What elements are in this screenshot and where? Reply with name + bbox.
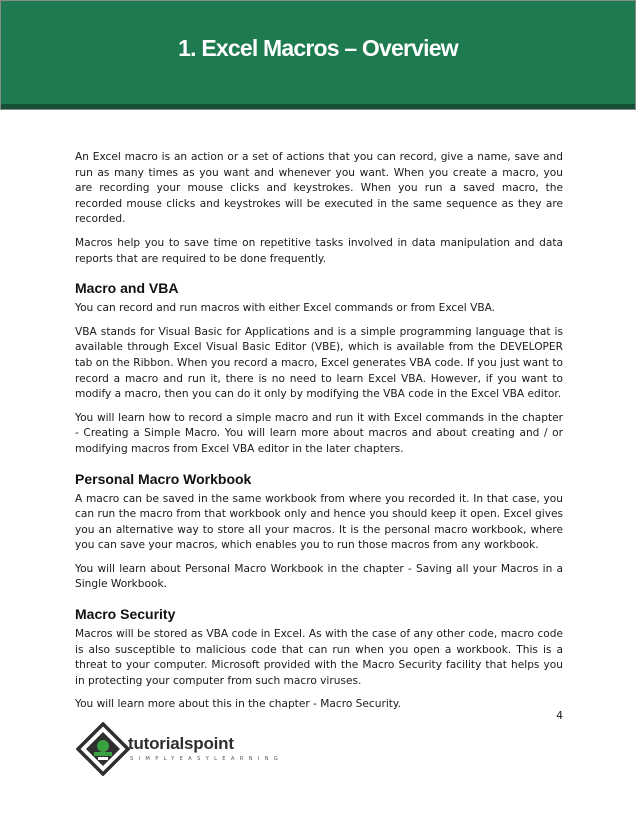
paragraph: You can record and run macros with either Excel commands or from Excel VBA. xyxy=(75,302,496,315)
paragraph: You will learn how to record a simple macro and run it with Excel commands in the chapter - Creating a Simple Macro. You will learn more about macros and about creating and / or modifying macros from Excel VBA editor in the later chapters. xyxy=(75,411,563,455)
paragraph: A macro can be saved in the same workbook from where you recorded it. In that case, you can run the macro from that workbook only and hence you should keep it open. Excel gives you an alternative way to store all your macros. It is the personal macro workbook, where you can save your macros, which enables you to run those macros from any workbook. xyxy=(75,492,563,552)
section-heading-personal-workbook: Personal Macro Workbook xyxy=(75,470,252,487)
section-heading-macro-security: Macro Security xyxy=(75,606,176,623)
paragraph: Macros help you to save time on repetitive tasks involved in data manipulation and data reports that are required to be done frequently. xyxy=(75,236,563,265)
page-content xyxy=(75,150,563,721)
chapter-banner xyxy=(0,0,636,110)
paragraph: VBA stands for Visual Basic for Applications and is a simple programming language that is available through Excel Visual Basic Editor (VBE), which is available from the DEVELOPER tab on the Ribbon. When you record a macro, Excel generates VBA code. If you just want to record a macro and run it, there is no need to learn Excel VBA. However, if you want to modify a macro, then you can do it only by modifying the VBA code in the Excel VBA editor. xyxy=(75,325,563,401)
chapter-title: 1. Excel Macros – Overview xyxy=(178,35,458,61)
paragraph: An Excel macro is an action or a set of actions that you can record, give a name, save and run as many times as you want and whenever you want. When you create a macro, you are recording your mouse clicks and keystrokes. When you run a saved macro, the recorded mouse clicks and keystrokes will be executed in the same sequence as they are recorded. xyxy=(75,151,563,226)
tutorialspoint-logo xyxy=(76,722,284,776)
logo-tagline: SIMPLYEASYLEARNING xyxy=(130,756,284,762)
logo-wordmark: tutorialspoint xyxy=(128,734,234,753)
page-number: 4 xyxy=(556,710,563,722)
paragraph: Macros will be stored as VBA code in Excel. As with the case of any other code, macro code is also susceptible to malicious code that can run when you open a workbook. This is a threat to your computer. Microsoft provided with the Macro Security facility that helps you in protecting your computer from such macro viruses. xyxy=(75,628,563,687)
paragraph: You will learn about Personal Macro Workbook in the chapter - Saving all your Macros in a Single Workbook. xyxy=(75,562,563,591)
logo-diamond-icon xyxy=(76,722,130,776)
section-heading-macro-vba: Macro and VBA xyxy=(75,280,179,297)
paragraph: You will learn more about this in the chapter - Macro Security. xyxy=(75,698,402,711)
